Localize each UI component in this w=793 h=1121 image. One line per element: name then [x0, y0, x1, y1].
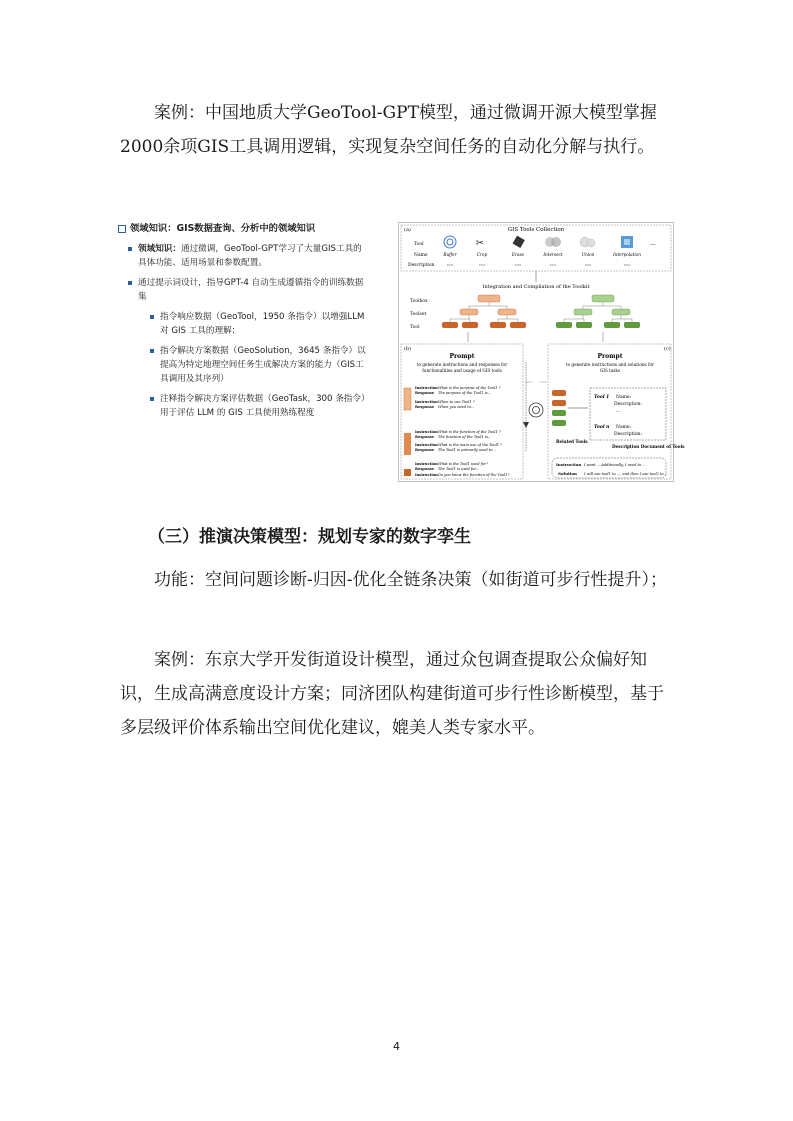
svg-text:When to use Tool1 ?: When to use Tool1 ? — [438, 400, 475, 404]
svg-text:Name:: Name: — [616, 425, 632, 430]
bullet-finetune: 领域知识：通过微调，GeoTool-GPT学习了大量GIS工具的具体功能、适用场景和参数配置。 — [126, 242, 368, 270]
case-paragraph-geotool: 案例：中国地质大学GeoTool-GPT模型，通过微调开源大模型掌握2000余项GIS工具调用逻辑，实现复杂空间任务的自动化分解与执行。 — [120, 103, 657, 157]
svg-text:Description:: Description: — [614, 432, 642, 437]
sub-bullet-geotool: 指令响应数据（GeoTool，1950 条指令）以增强LLM对 GIS 工具的理解； — [148, 310, 368, 338]
svg-text:Name:: Name: — [616, 395, 632, 400]
svg-text:Description:: Description: — [614, 402, 642, 407]
svg-text:Instruction: Instruction — [415, 430, 438, 434]
panel-title: 领域知识：GIS数据查询、分析中的领域知识 — [118, 222, 368, 236]
row-label-tool: Tool — [414, 242, 424, 247]
collection-title: GIS Tools Collection — [507, 227, 565, 233]
svg-text:xxx: xxx — [478, 262, 486, 267]
svg-text:I will use tool1 to ..., and t: I will use tool1 to ..., and then I use tool2 to ... — [584, 472, 669, 476]
bullet-prompt-design: 通过提示词设计，指导GPT-4 自动生成遵循指令的训练数据集 — [126, 276, 368, 304]
svg-text:Tool: Tool — [410, 325, 420, 330]
svg-text:Tool 1: Tool 1 — [594, 395, 610, 400]
svg-text:What is the main use of the To: What is the main use of the Tool1 ? — [438, 443, 503, 447]
svg-text:Instruction: Instruction — [415, 443, 438, 447]
svg-text:Prompt: Prompt — [449, 353, 475, 360]
svg-text:Response: Response — [415, 467, 435, 471]
svg-text:Response: Response — [415, 435, 435, 439]
integration-title: Integration and Compilation of the Toolkit — [482, 284, 590, 290]
svg-text:What is the purpose of the Too: What is the purpose of the Tool1 ? — [438, 386, 501, 390]
square-bullet-icon — [118, 225, 126, 233]
svg-text:Prompt: Prompt — [597, 353, 623, 360]
geotool-pipeline-diagram — [398, 222, 685, 482]
svg-text:The Tool1 is primarily used to: The Tool1 is primarily used to... — [438, 448, 496, 452]
svg-text:to generate instructions and s: to generate instructions and solutions for — [565, 362, 655, 367]
label-b: (b) — [404, 346, 412, 352]
svg-text:Intersect: Intersect — [543, 252, 563, 257]
svg-text:Do you know the function of th: Do you know the function of the Tool1? — [438, 473, 510, 477]
svg-text:I want ... Additionally, I nee: I want ... Additionally, I need to ... — [584, 463, 646, 467]
svg-text:Instruction: Instruction — [415, 473, 438, 477]
svg-text:Related Tools: Related Tools — [556, 439, 588, 444]
svg-text:Response: Response — [415, 405, 435, 409]
svg-text:Toolbox: Toolbox — [410, 299, 428, 304]
svg-text:Buffer: Buffer — [443, 252, 457, 257]
case-paragraph-street: 案例：东京大学开发街道设计模型，通过众包调查提取公众偏好知识，生成高满意度设计方案；同济团队构建街道可步行性诊断模型，基于多层级评价体系输出空间优化建议，媲美人类专家水平。 — [120, 650, 664, 738]
svg-text:Crop: Crop — [476, 252, 488, 257]
svg-text:The purpose of the Tool1 is...: The purpose of the Tool1 is... — [438, 391, 491, 395]
svg-text:When you need to...: When you need to... — [438, 405, 475, 409]
sub-bullet-geotask: 注释指令解决方案评估数据（GeoTask，300 条指令）用于评估 LLM 的 GIS 工具使用熟练程度 — [148, 392, 368, 420]
domain-knowledge-panel — [118, 222, 368, 480]
interpolation-icon — [621, 236, 633, 248]
svg-text:The function of the Tool1 is..: The function of the Tool1 is... — [438, 435, 492, 439]
svg-text:Solution: Solution — [558, 471, 577, 476]
svg-text:...: ... — [616, 409, 621, 414]
svg-text:...: ... — [650, 240, 656, 247]
row-label-description: Description — [408, 263, 435, 268]
page-number: 4 — [393, 1040, 400, 1053]
row-label-name: Name — [414, 253, 428, 258]
svg-text:Instruction: Instruction — [556, 462, 582, 467]
section-heading: （三）推演决策模型：规划专家的数字孪生 — [148, 527, 471, 547]
svg-text:Instruction: Instruction — [415, 462, 438, 466]
label-c: (c) — [664, 346, 671, 352]
svg-text:xxx: xxx — [549, 262, 557, 267]
svg-text:to generate instructions and r: to generate instructions and responses for — [416, 362, 508, 367]
crop-icon — [476, 238, 484, 249]
svg-text:Toolset: Toolset — [410, 312, 427, 317]
function-paragraph: 功能：空间问题诊断-归因-优化全链条决策（如街道可步行性提升）； — [154, 570, 667, 590]
svg-text:GIS tasks: GIS tasks — [599, 368, 621, 373]
svg-text:What is the function of the To: What is the function of the Tool1 ? — [438, 430, 501, 434]
svg-text:Erase: Erase — [511, 252, 525, 257]
svg-text:Description Document of Tools: Description Document of Tools — [612, 444, 685, 449]
svg-text:✂: ✂ — [475, 238, 485, 249]
svg-text:Instruction: Instruction — [415, 386, 438, 390]
svg-text:Instruction: Instruction — [415, 400, 438, 404]
intersect-icon — [545, 237, 561, 247]
svg-text:What is the Tool1 used for?: What is the Tool1 used for? — [438, 462, 488, 466]
svg-text:Tool n: Tool n — [594, 425, 610, 430]
svg-text:Union: Union — [581, 252, 595, 257]
svg-text:Response: Response — [415, 448, 435, 452]
sub-bullet-geosolution: 指令解决方案数据（GeoSolution，3645 条指令）以提高为特定地理空间任务生成解决方案的能力（GIS工具调用及其序列） — [148, 344, 368, 386]
svg-text:xxx: xxx — [514, 262, 522, 267]
svg-text:functionalities and usage of G: functionalities and usage of GIS tools — [422, 368, 502, 373]
svg-text:xxx: xxx — [623, 262, 631, 267]
svg-text:Interpolation: Interpolation — [613, 252, 641, 257]
svg-text:xxx: xxx — [584, 262, 592, 267]
svg-text:xxx: xxx — [446, 262, 454, 267]
svg-text:Response: Response — [415, 391, 435, 395]
svg-text:The Tool1 is used for...: The Tool1 is used for... — [438, 467, 480, 471]
label-a: (a) — [404, 227, 411, 233]
